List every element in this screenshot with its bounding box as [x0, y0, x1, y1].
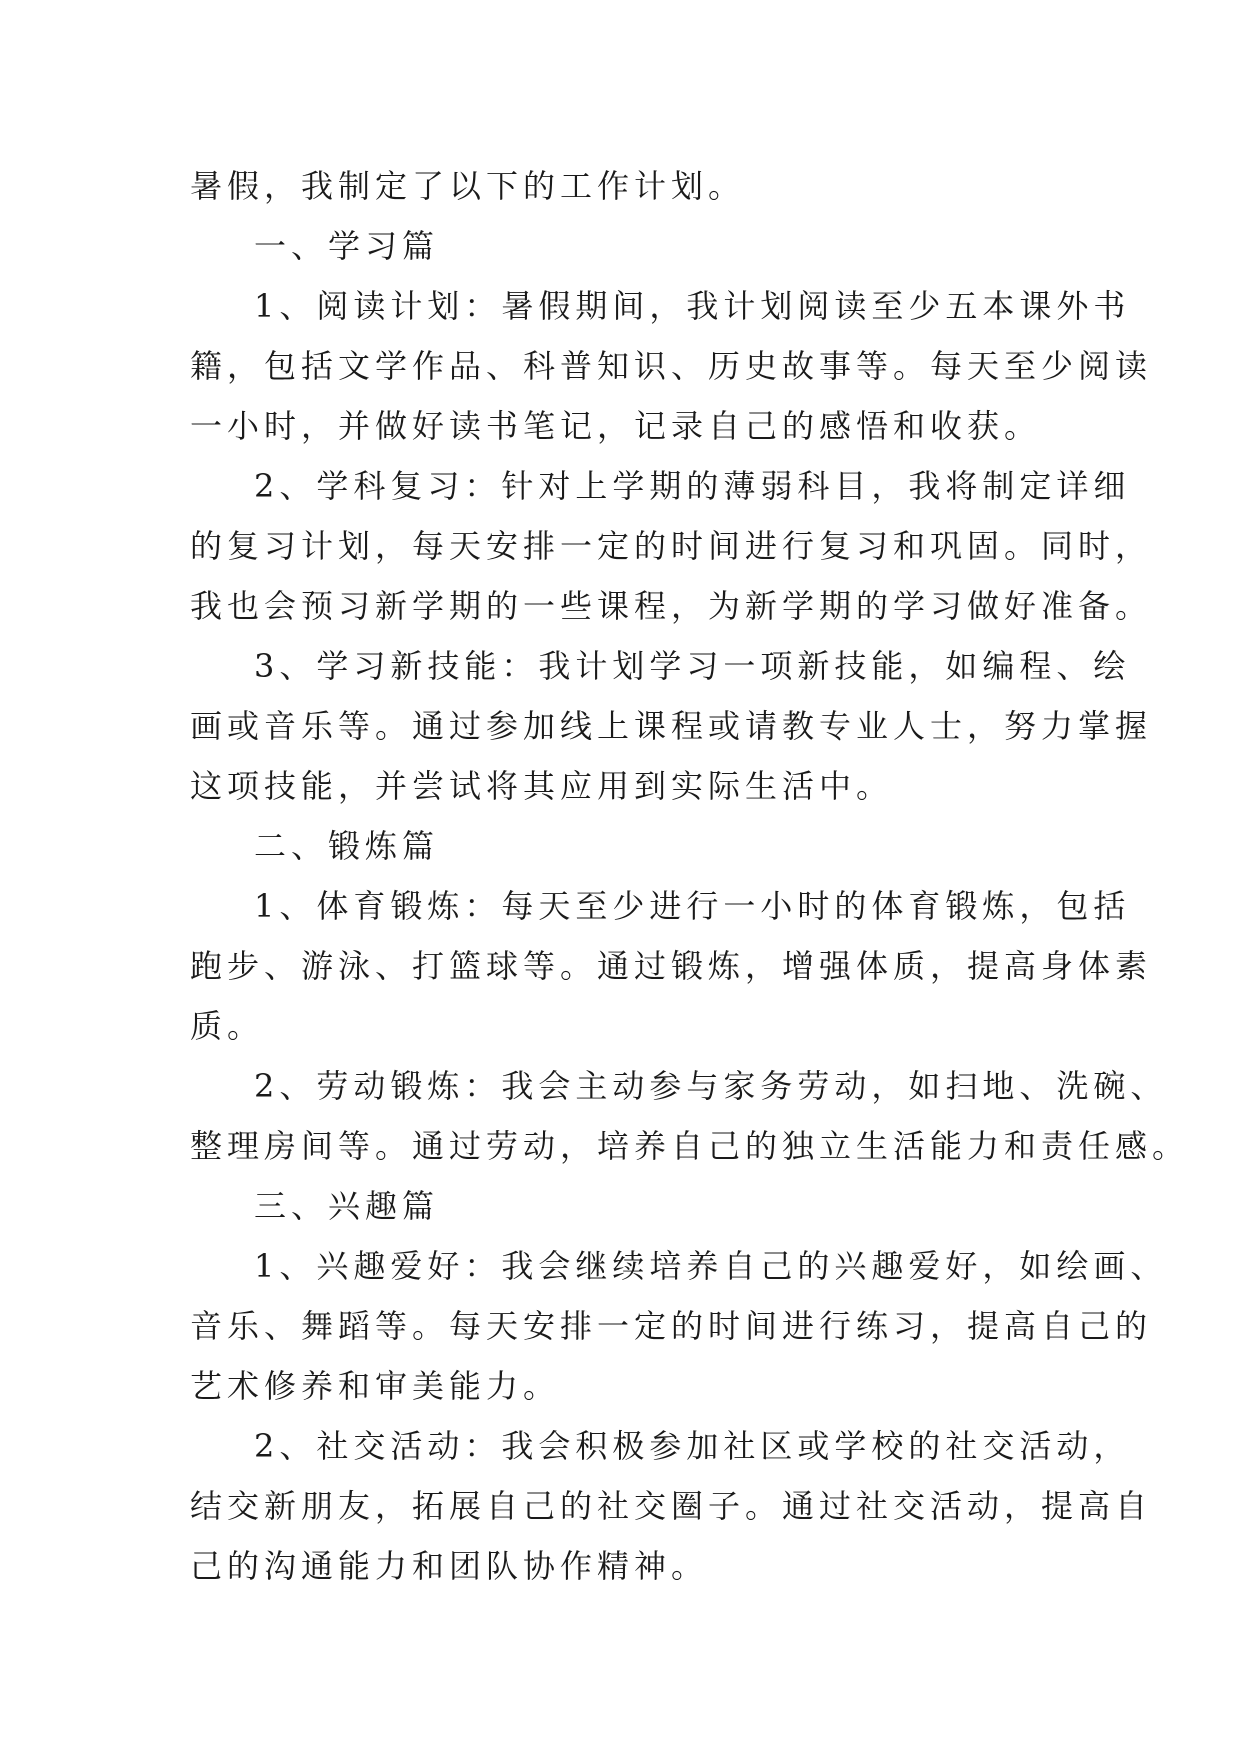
text-line: 音乐、舞蹈等。每天安排一定的时间进行练习，提高自己的: [190, 1307, 1153, 1345]
text-line: 质。: [190, 1007, 265, 1045]
text-line: 2、劳动锻炼：我会主动参与家务劳动，如扫地、洗碗、: [254, 1067, 1168, 1105]
text-line: 这项技能，并尝试将其应用到实际生活中。: [190, 767, 894, 805]
text-line: 我也会预习新学期的一些课程，为新学期的学习做好准备。: [190, 587, 1153, 625]
text-line: 艺术修养和审美能力。: [190, 1367, 561, 1405]
text-line: 1、阅读计划：暑假期间，我计划阅读至少五本课外书: [254, 287, 1131, 325]
text-line: 2、社交活动：我会积极参加社区或学校的社交活动，: [254, 1427, 1131, 1465]
text-line: 籍，包括文学作品、科普知识、历史故事等。每天至少阅读: [190, 347, 1153, 385]
text-line: 1、兴趣爱好：我会继续培养自己的兴趣爱好，如绘画、: [254, 1247, 1168, 1285]
text-line: 己的沟通能力和团队协作精神。: [190, 1547, 709, 1585]
text-line: 画或音乐等。通过参加线上课程或请教专业人士，努力掌握: [190, 707, 1153, 745]
text-line: 整理房间等。通过劳动，培养自己的独立生活能力和责任感。: [190, 1127, 1190, 1165]
section-heading: 二、锻炼篇: [254, 827, 440, 865]
document-page: [190, 156, 1190, 1596]
text-line: 一小时，并做好读书笔记，记录自己的感悟和收获。: [190, 407, 1042, 445]
text-line: 2、学科复习：针对上学期的薄弱科目，我将制定详细: [254, 467, 1131, 505]
text-line: 暑假，我制定了以下的工作计划。: [190, 167, 746, 205]
section-heading: 一、学习篇: [254, 227, 440, 265]
section-heading: 三、兴趣篇: [254, 1187, 440, 1225]
text-line: 1、体育锻炼：每天至少进行一小时的体育锻炼，包括: [254, 887, 1131, 925]
text-line: 结交新朋友，拓展自己的社交圈子。通过社交活动，提高自: [190, 1487, 1153, 1525]
text-line: 的复习计划，每天安排一定的时间进行复习和巩固。同时，: [190, 527, 1153, 565]
text-line: 跑步、游泳、打篮球等。通过锻炼，增强体质，提高身体素: [190, 947, 1153, 985]
text-line: 3、学习新技能：我计划学习一项新技能，如编程、绘: [254, 647, 1131, 685]
